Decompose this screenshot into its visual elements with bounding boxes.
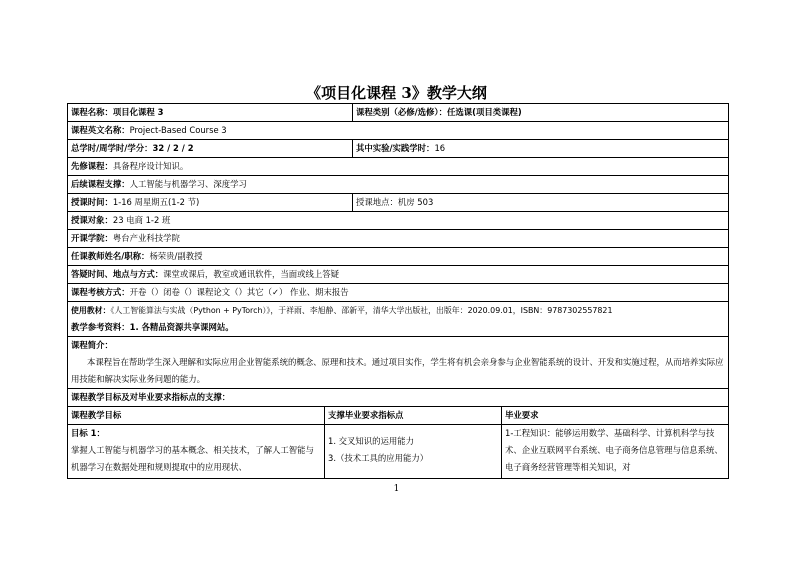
teaching-place-label: 授课地点： [356,197,398,207]
prerequisite-cell [68,158,728,175]
lab-hours-value: 16 [434,143,446,153]
textbook-cell [68,302,728,319]
followup-label: 后续课程支撑： [71,179,130,189]
course-name-label: 课程名称： [71,107,113,117]
row-english-name [68,122,728,140]
english-name-cell [68,122,728,139]
teaching-time-value: 1-16 周星期五(1-2 节) [112,197,200,207]
row-teacher [68,248,728,266]
teacher-label: 任课教师姓名/职称： [71,251,150,261]
column-header-goal: 课程教学目标 [68,407,325,424]
hours-label: 总学时/周学时/学分： [71,143,153,153]
reference-label: 教学参考资料： [71,322,130,332]
teacher-value: 杨荣贵/副教授 [149,251,203,261]
lab-hours-label: 其中实验/实践学时： [356,143,435,153]
row-followup [68,176,728,194]
goal-1-requirement: 1-工程知识：能够运用数学、基础科学、计算机科学与技术、企业互联网平台系统、电子商务信息管理与信息系统、电子商务经营管理等相关知识，对 [505,428,723,472]
row-textbook [68,302,728,337]
english-name-value: Project-Based Course 3 [129,125,227,135]
hours-cell [68,140,353,157]
assessment-value: 开卷（）闭卷（）课程论文（）其它（✓） 作业、期末报告 [129,287,349,297]
course-type-cell [353,104,728,121]
qa-cell [68,266,728,283]
row-hours [68,140,728,158]
followup-value: 人工智能与机器学习、深度学习 [129,179,247,189]
column-header-indicator: 支撑毕业要求指标点 [325,407,502,424]
english-name-label: 课程英文名称： [71,125,130,135]
prerequisite-value: 具备程序设计知识。 [112,161,189,171]
goal-1-requirement-cell [502,425,728,478]
college-value: 粤台产业科技学院 [112,233,180,243]
goal-1-indicators-cell [325,425,502,478]
qa-value: 课堂或课后，教室或通讯软件，当面或线上答疑 [163,269,339,279]
syllabus-table [67,103,729,479]
goal-1-indicator-2: 3.（技术工具的应用能力） [328,453,429,463]
assessment-cell [68,284,728,301]
teaching-time-cell [68,194,353,211]
goal-1-cell [68,425,325,478]
textbook-label: 使用教材： [71,306,111,315]
column-header-requirement: 毕业要求 [505,410,539,420]
row-column-headers [68,407,728,425]
course-type-label: 课程类别（必修/选修）： [356,107,447,117]
followup-cell [68,176,728,193]
row-course-name [68,104,728,122]
students-cell [68,212,728,229]
goal-1-title: 目标 1： [71,428,105,438]
page-number: 1 [393,484,400,494]
row-qa [68,266,728,284]
students-value: 23 电商 1-2 班 [112,215,171,225]
row-students [68,212,728,230]
qa-label: 答疑时间、地点与方式： [71,269,164,279]
reference-cell [68,319,728,336]
course-name-cell [68,104,353,121]
teaching-place-value: 机房 503 [397,197,434,207]
reference-value: 1. 各精品资源共享课网站。 [129,322,234,332]
hours-value: 32 / 2 / 2 [152,143,194,153]
assessment-label: 课程考核方式： [71,287,130,297]
lab-hours-cell [353,140,728,157]
teacher-cell [68,248,728,265]
row-intro [68,337,728,389]
teaching-place-cell [353,194,728,211]
goals-header: 课程教学目标及对毕业要求指标点的支撑： [71,392,231,402]
document-title: 《项目化课程 3》教学大纲 [306,84,487,102]
textbook-value: 《人工智能算法与实战（Python + PyTorch）》，于祥雨、李旭静、邵新平，清华大学出版社，出版年：2020.09.01，ISBN：9787302557821 [110,306,613,315]
intro-text: 本课程旨在帮助学生深入理解和实际应用企业智能系统的概念、原理和技术。通过项目实作，学生将有机会亲身参与企业智能系统的设计、开发和实施过程，从而培养实际应用技能和解决实际业务问题的能力。 [71,357,724,384]
row-goals-header [68,389,728,407]
course-name-value: 项目化课程 3 [112,107,164,117]
row-teaching-time [68,194,728,212]
row-college [68,230,728,248]
intro-label: 课程简介： [71,340,113,350]
row-prerequisite [68,158,728,176]
row-goal-1 [68,425,728,478]
course-type-value: 任选课(项目类课程) [447,107,522,117]
college-cell [68,230,728,247]
row-assessment [68,284,728,302]
goal-1-text: 掌握人工智能与机器学习的基本概念、相关技术，了解人工智能与机器学习在数据处理和规则提取中的应用现状、 [71,445,314,472]
college-label: 开课学院： [71,233,113,243]
goal-1-indicator-1: 1. 交叉知识的运用能力 [328,436,415,446]
teaching-time-label: 授课时间： [71,197,113,207]
prerequisite-label: 先修课程： [71,161,113,171]
students-label: 授课对象： [71,215,113,225]
